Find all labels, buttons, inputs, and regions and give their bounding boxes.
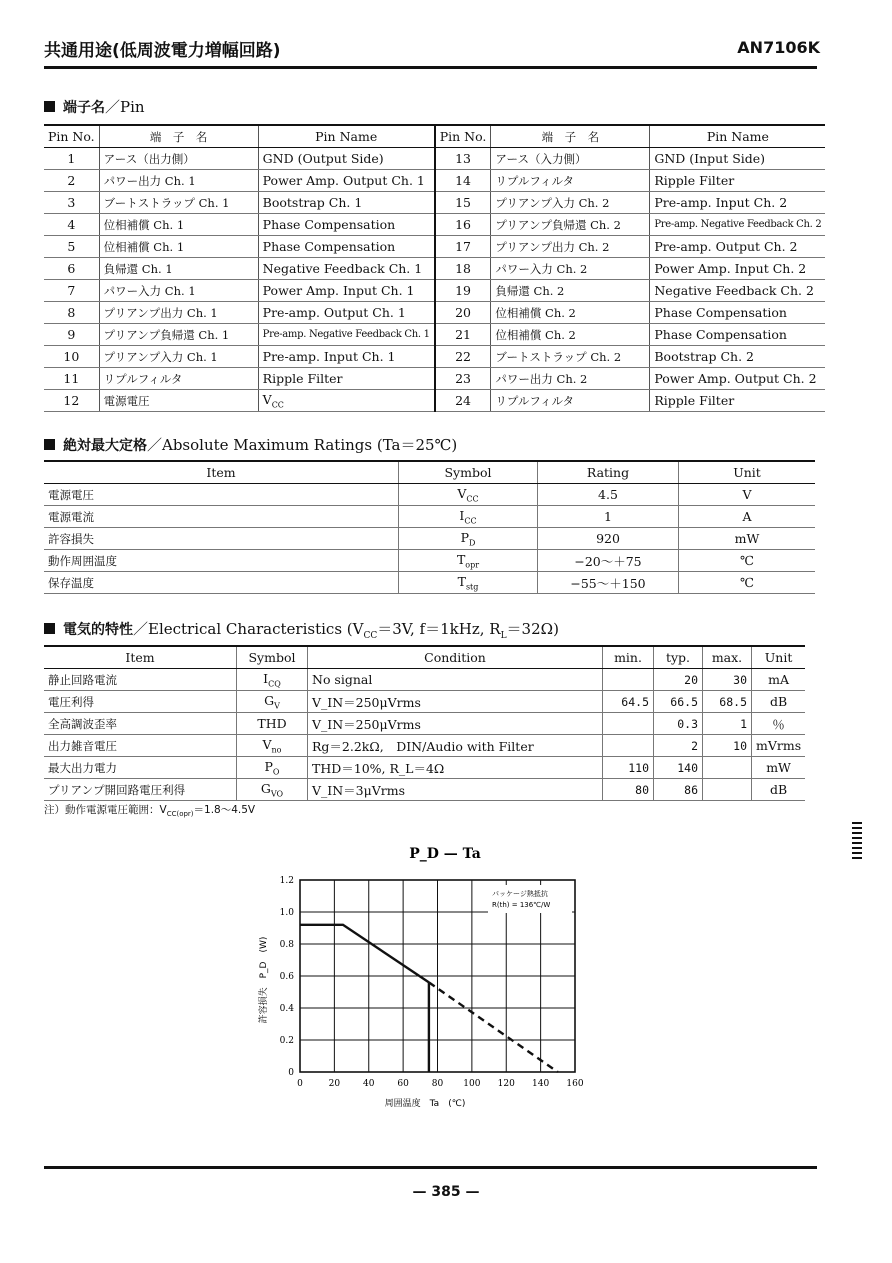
pin-no: 21 [435, 324, 491, 346]
ec-row [44, 779, 805, 801]
amr-item: 電源電流 [44, 506, 399, 528]
pin-jp-name: 位相補償 Ch. 1 [99, 214, 258, 236]
amr-rating: −20～＋75 [538, 550, 679, 572]
header-pin-no-2: Pin No. [435, 125, 491, 148]
page-number: — 385 — [412, 1184, 480, 1200]
header-pin-name-2: Pin Name [650, 125, 826, 148]
ec-row [44, 713, 805, 735]
document-title: 共通用途(低周波電力増幅回路) [44, 41, 281, 61]
edge-tab-marks [852, 822, 862, 862]
ec-item: 最大出力電力 [44, 757, 237, 779]
pin-name: Pre-amp. Input Ch. 1 [258, 346, 435, 368]
ec-min: 110 [603, 757, 654, 779]
pin-jp-name: リプルフィルタ [491, 170, 650, 192]
ec-header-item: Item [44, 646, 237, 669]
pin-no: 22 [435, 346, 491, 368]
y-tick-label: 0.8 [279, 940, 294, 950]
ec-unit: ％ [752, 713, 806, 735]
pin-jp-name: 負帰還 Ch. 1 [99, 258, 258, 280]
pin-no: 12 [44, 390, 99, 412]
x-tick-label: 40 [363, 1079, 375, 1089]
pin-jp-name: 位相補償 Ch. 2 [491, 302, 650, 324]
ec-condition: V_IN＝250μVrms [308, 713, 603, 735]
x-tick-label: 160 [566, 1079, 584, 1089]
x-tick-label: 140 [532, 1079, 550, 1089]
y-tick-label: 1.0 [279, 908, 294, 918]
pin-name: Power Amp. Input Ch. 1 [258, 280, 435, 302]
square-bullet-icon [44, 439, 55, 450]
header-rule [44, 66, 817, 69]
ec-item: 全高調波歪率 [44, 713, 237, 735]
pin-jp-name: 位相補償 Ch. 1 [99, 236, 258, 258]
pin-name: Pre-amp. Output Ch. 2 [650, 236, 826, 258]
pd-ta-chart [200, 840, 620, 1120]
y-axis-label: 許容損失 P_D (W) [259, 936, 269, 1024]
pin-name: Pre-amp. Negative Feedback Ch. 1 [258, 324, 435, 346]
square-bullet-icon [44, 623, 55, 634]
ec-typ: 2 [654, 735, 703, 757]
x-axis-label: 周囲温度 Ta (℃) [384, 1099, 466, 1109]
ec-header-condition: Condition [308, 646, 603, 669]
ec-max: 1 [703, 713, 752, 735]
pin-name: Phase Compensation [650, 324, 826, 346]
ec-header-symbol: Symbol [237, 646, 308, 669]
ec-condition: No signal [308, 669, 603, 691]
y-tick-label: 0 [288, 1068, 294, 1078]
ec-symbol: $V_{no}$ [237, 735, 308, 757]
ec-unit: mA [752, 669, 806, 691]
ec-condition: Rg＝2.2kΩ, DIN/Audio with Filter [308, 735, 603, 757]
pin-jp-name: リプルフィルタ [491, 390, 650, 412]
ec-row [44, 735, 805, 757]
pin-name: Pre-amp. Input Ch. 2 [650, 192, 826, 214]
x-tick-label: 120 [497, 1079, 515, 1089]
ec-header-min: min. [603, 646, 654, 669]
annotation-line-1: パッケージ熱抵抗 [492, 890, 548, 898]
amr-header-symbol: Symbol [399, 461, 538, 484]
ec-min: 80 [603, 779, 654, 801]
pin-row [44, 258, 825, 280]
amr-row [44, 572, 815, 594]
pin-no: 9 [44, 324, 99, 346]
amr-unit: A [679, 506, 816, 528]
pin-no: 8 [44, 302, 99, 324]
pin-row [44, 302, 825, 324]
header-pin-no: Pin No. [44, 125, 99, 148]
pin-no: 1 [44, 148, 99, 170]
pin-no: 6 [44, 258, 99, 280]
ec-item: プリアンプ開回路電圧利得 [44, 779, 237, 801]
pin-jp-name: アース（入力側） [491, 148, 650, 170]
pin-name: Power Amp. Input Ch. 2 [650, 258, 826, 280]
amr-item: 許容損失 [44, 528, 399, 550]
ec-typ: 20 [654, 669, 703, 691]
series-line-dashed [429, 982, 558, 1072]
y-tick-label: 0.2 [279, 1036, 294, 1046]
amr-header-rating: Rating [538, 461, 679, 484]
ec-max: 10 [703, 735, 752, 757]
pin-no: 10 [44, 346, 99, 368]
ec-min: 64.5 [603, 691, 654, 713]
ec-max: 68.5 [703, 691, 752, 713]
pin-row [44, 192, 825, 214]
pin-name: GND (Output Side) [258, 148, 435, 170]
ec-condition: THD＝10%, R_L＝4Ω [308, 757, 603, 779]
ec-typ: 0.3 [654, 713, 703, 735]
x-tick-label: 60 [397, 1079, 409, 1089]
x-tick-label: 100 [463, 1079, 481, 1089]
pin-jp-name: プリアンプ入力 Ch. 1 [99, 346, 258, 368]
ec-max: 30 [703, 669, 752, 691]
ec-symbol: $P_O$ [237, 757, 308, 779]
chart-lines [300, 925, 558, 1072]
pin-no: 13 [435, 148, 491, 170]
pin-jp-name: ブートストラップ Ch. 2 [491, 346, 650, 368]
ec-max [703, 779, 752, 801]
amr-unit: ℃ [679, 550, 816, 572]
amr-rating: 920 [538, 528, 679, 550]
chart-svg [200, 840, 620, 1120]
amr-rating: −55～＋150 [538, 572, 679, 594]
amr-item: 保存温度 [44, 572, 399, 594]
ec-unit: mVrms [752, 735, 806, 757]
ec-section-title: 電気的特性／Electrical Characteristics ($V_{CC}=3V$, f＝1kHz, $R_L=32\Omega$) [44, 618, 559, 641]
ec-unit: dB [752, 779, 806, 801]
ec-min [603, 669, 654, 691]
pin-name: Pre-amp. Negative Feedback Ch. 2 [650, 214, 826, 236]
pin-name: Power Amp. Output Ch. 1 [258, 170, 435, 192]
pin-name: Phase Compensation [258, 236, 435, 258]
ec-symbol: $G_{VO}$ [237, 779, 308, 801]
pin-no: 24 [435, 390, 491, 412]
ec-table [44, 645, 805, 801]
amr-unit: ℃ [679, 572, 816, 594]
pin-jp-name: プリアンプ出力 Ch. 2 [491, 236, 650, 258]
ec-typ: 140 [654, 757, 703, 779]
pin-section-title: 端子名／Pin [44, 96, 145, 117]
pin-name: Ripple Filter [650, 170, 826, 192]
x-tick-label: 80 [431, 1079, 444, 1089]
y-tick-label: 1.2 [279, 876, 294, 886]
amr-row [44, 550, 815, 572]
pin-no: 5 [44, 236, 99, 258]
pin-no: 7 [44, 280, 99, 302]
pin-no: 2 [44, 170, 99, 192]
y-tick-label: 0.4 [279, 1004, 294, 1014]
pin-row [44, 148, 825, 170]
ec-unit: dB [752, 691, 806, 713]
pin-name: Power Amp. Output Ch. 2 [650, 368, 826, 390]
pin-name: $V_{CC}$ [258, 390, 435, 412]
pin-no: 11 [44, 368, 99, 390]
pin-jp-name: 位相補償 Ch. 2 [491, 324, 650, 346]
ec-unit: mW [752, 757, 806, 779]
pin-row [44, 324, 825, 346]
pin-name: Negative Feedback Ch. 1 [258, 258, 435, 280]
pin-no: 15 [435, 192, 491, 214]
amr-header-item: Item [44, 461, 399, 484]
pin-row [44, 280, 825, 302]
amr-symbol: $V_{CC}$ [399, 484, 538, 506]
amr-item: 電源電圧 [44, 484, 399, 506]
pin-no: 16 [435, 214, 491, 236]
amr-rating: 1 [538, 506, 679, 528]
pin-jp-name: リプルフィルタ [99, 368, 258, 390]
ec-typ: 86 [654, 779, 703, 801]
annotation-line-2: R(th) = 136℃/W [492, 901, 551, 909]
pin-no: 14 [435, 170, 491, 192]
ec-item: 出力雑音電圧 [44, 735, 237, 757]
ec-condition: V_IN＝3μVrms [308, 779, 603, 801]
pin-name: Bootstrap Ch. 2 [650, 346, 826, 368]
ec-table-wrap [44, 645, 805, 801]
ec-max [703, 757, 752, 779]
pin-jp-name: 負帰還 Ch. 2 [491, 280, 650, 302]
pin-jp-name: プリアンプ負帰還 Ch. 2 [491, 214, 650, 236]
pin-row [44, 170, 825, 192]
pin-jp-name: パワー出力 Ch. 1 [99, 170, 258, 192]
pin-name: GND (Input Side) [650, 148, 826, 170]
header-jp-name-2: 端 子 名 [491, 125, 650, 148]
pin-jp-name: パワー入力 Ch. 2 [491, 258, 650, 280]
pin-jp-name: プリアンプ入力 Ch. 2 [491, 192, 650, 214]
amr-rating: 4.5 [538, 484, 679, 506]
amr-symbol: $I_{CC}$ [399, 506, 538, 528]
note: 注）動作電源電圧範囲：$V_{CC(opr)}=1.8\sim 4.5V$ [44, 804, 256, 819]
pin-table [44, 124, 825, 412]
pin-jp-name: 電源電圧 [99, 390, 258, 412]
pin-no: 18 [435, 258, 491, 280]
footer-rule [44, 1166, 817, 1169]
x-tick-label: 20 [328, 1079, 341, 1089]
amr-symbol: $P_D$ [399, 528, 538, 550]
pin-row [44, 214, 825, 236]
chart-title: P_D — Ta [409, 846, 481, 862]
pin-name: Negative Feedback Ch. 2 [650, 280, 826, 302]
amr-unit: V [679, 484, 816, 506]
pin-jp-name: ブートストラップ Ch. 1 [99, 192, 258, 214]
ec-item: 静止回路電流 [44, 669, 237, 691]
pin-row [44, 390, 825, 412]
pin-no: 19 [435, 280, 491, 302]
pin-name: Phase Compensation [650, 302, 826, 324]
pin-no: 20 [435, 302, 491, 324]
ec-item: 電圧利得 [44, 691, 237, 713]
amr-symbol: $T_{opr}$ [399, 550, 538, 572]
chart-annotation [488, 885, 572, 913]
pin-no: 17 [435, 236, 491, 258]
ec-row [44, 757, 805, 779]
pin-no: 23 [435, 368, 491, 390]
amr-unit: mW [679, 528, 816, 550]
ec-typ: 66.5 [654, 691, 703, 713]
pin-jp-name: プリアンプ出力 Ch. 1 [99, 302, 258, 324]
header-pin-name: Pin Name [258, 125, 435, 148]
pin-row [44, 236, 825, 258]
ec-row [44, 669, 805, 691]
pin-table-wrap [44, 124, 825, 412]
ec-condition: V_IN＝250μVrms [308, 691, 603, 713]
ec-header-typ: typ. [654, 646, 703, 669]
ec-min [603, 713, 654, 735]
amr-section-title: 絶対最大定格／Absolute Maximum Ratings (Ta＝25℃) [44, 434, 457, 455]
amr-symbol: $T_{stg}$ [399, 572, 538, 594]
amr-header-unit: Unit [679, 461, 816, 484]
x-tick-label: 0 [297, 1079, 303, 1089]
pin-row [44, 368, 825, 390]
header-jp-name: 端 子 名 [99, 125, 258, 148]
pin-jp-name: プリアンプ負帰還 Ch. 1 [99, 324, 258, 346]
part-number: AN7106K [737, 38, 820, 57]
amr-item: 動作周囲温度 [44, 550, 399, 572]
pin-name: Pre-amp. Output Ch. 1 [258, 302, 435, 324]
y-tick-label: 0.6 [279, 972, 294, 982]
pin-no: 4 [44, 214, 99, 236]
square-bullet-icon [44, 101, 55, 112]
amr-table-wrap [44, 460, 815, 594]
ec-header-max: max. [703, 646, 752, 669]
pin-table-header [44, 125, 825, 148]
pin-name: Ripple Filter [650, 390, 826, 412]
pin-row [44, 346, 825, 368]
amr-row [44, 484, 815, 506]
amr-row [44, 506, 815, 528]
ec-min [603, 735, 654, 757]
ec-header-unit: Unit [752, 646, 806, 669]
pin-name: Bootstrap Ch. 1 [258, 192, 435, 214]
pin-name: Ripple Filter [258, 368, 435, 390]
ec-symbol: THD [237, 713, 308, 735]
series-line-solid [300, 925, 429, 983]
pin-name: Phase Compensation [258, 214, 435, 236]
ec-row [44, 691, 805, 713]
ec-symbol: $G_V$ [237, 691, 308, 713]
amr-row [44, 528, 815, 550]
ec-symbol: $I_{CQ}$ [237, 669, 308, 691]
pin-jp-name: パワー入力 Ch. 1 [99, 280, 258, 302]
pin-no: 3 [44, 192, 99, 214]
pin-jp-name: アース（出力側） [99, 148, 258, 170]
pin-jp-name: パワー出力 Ch. 2 [491, 368, 650, 390]
amr-table [44, 460, 815, 594]
